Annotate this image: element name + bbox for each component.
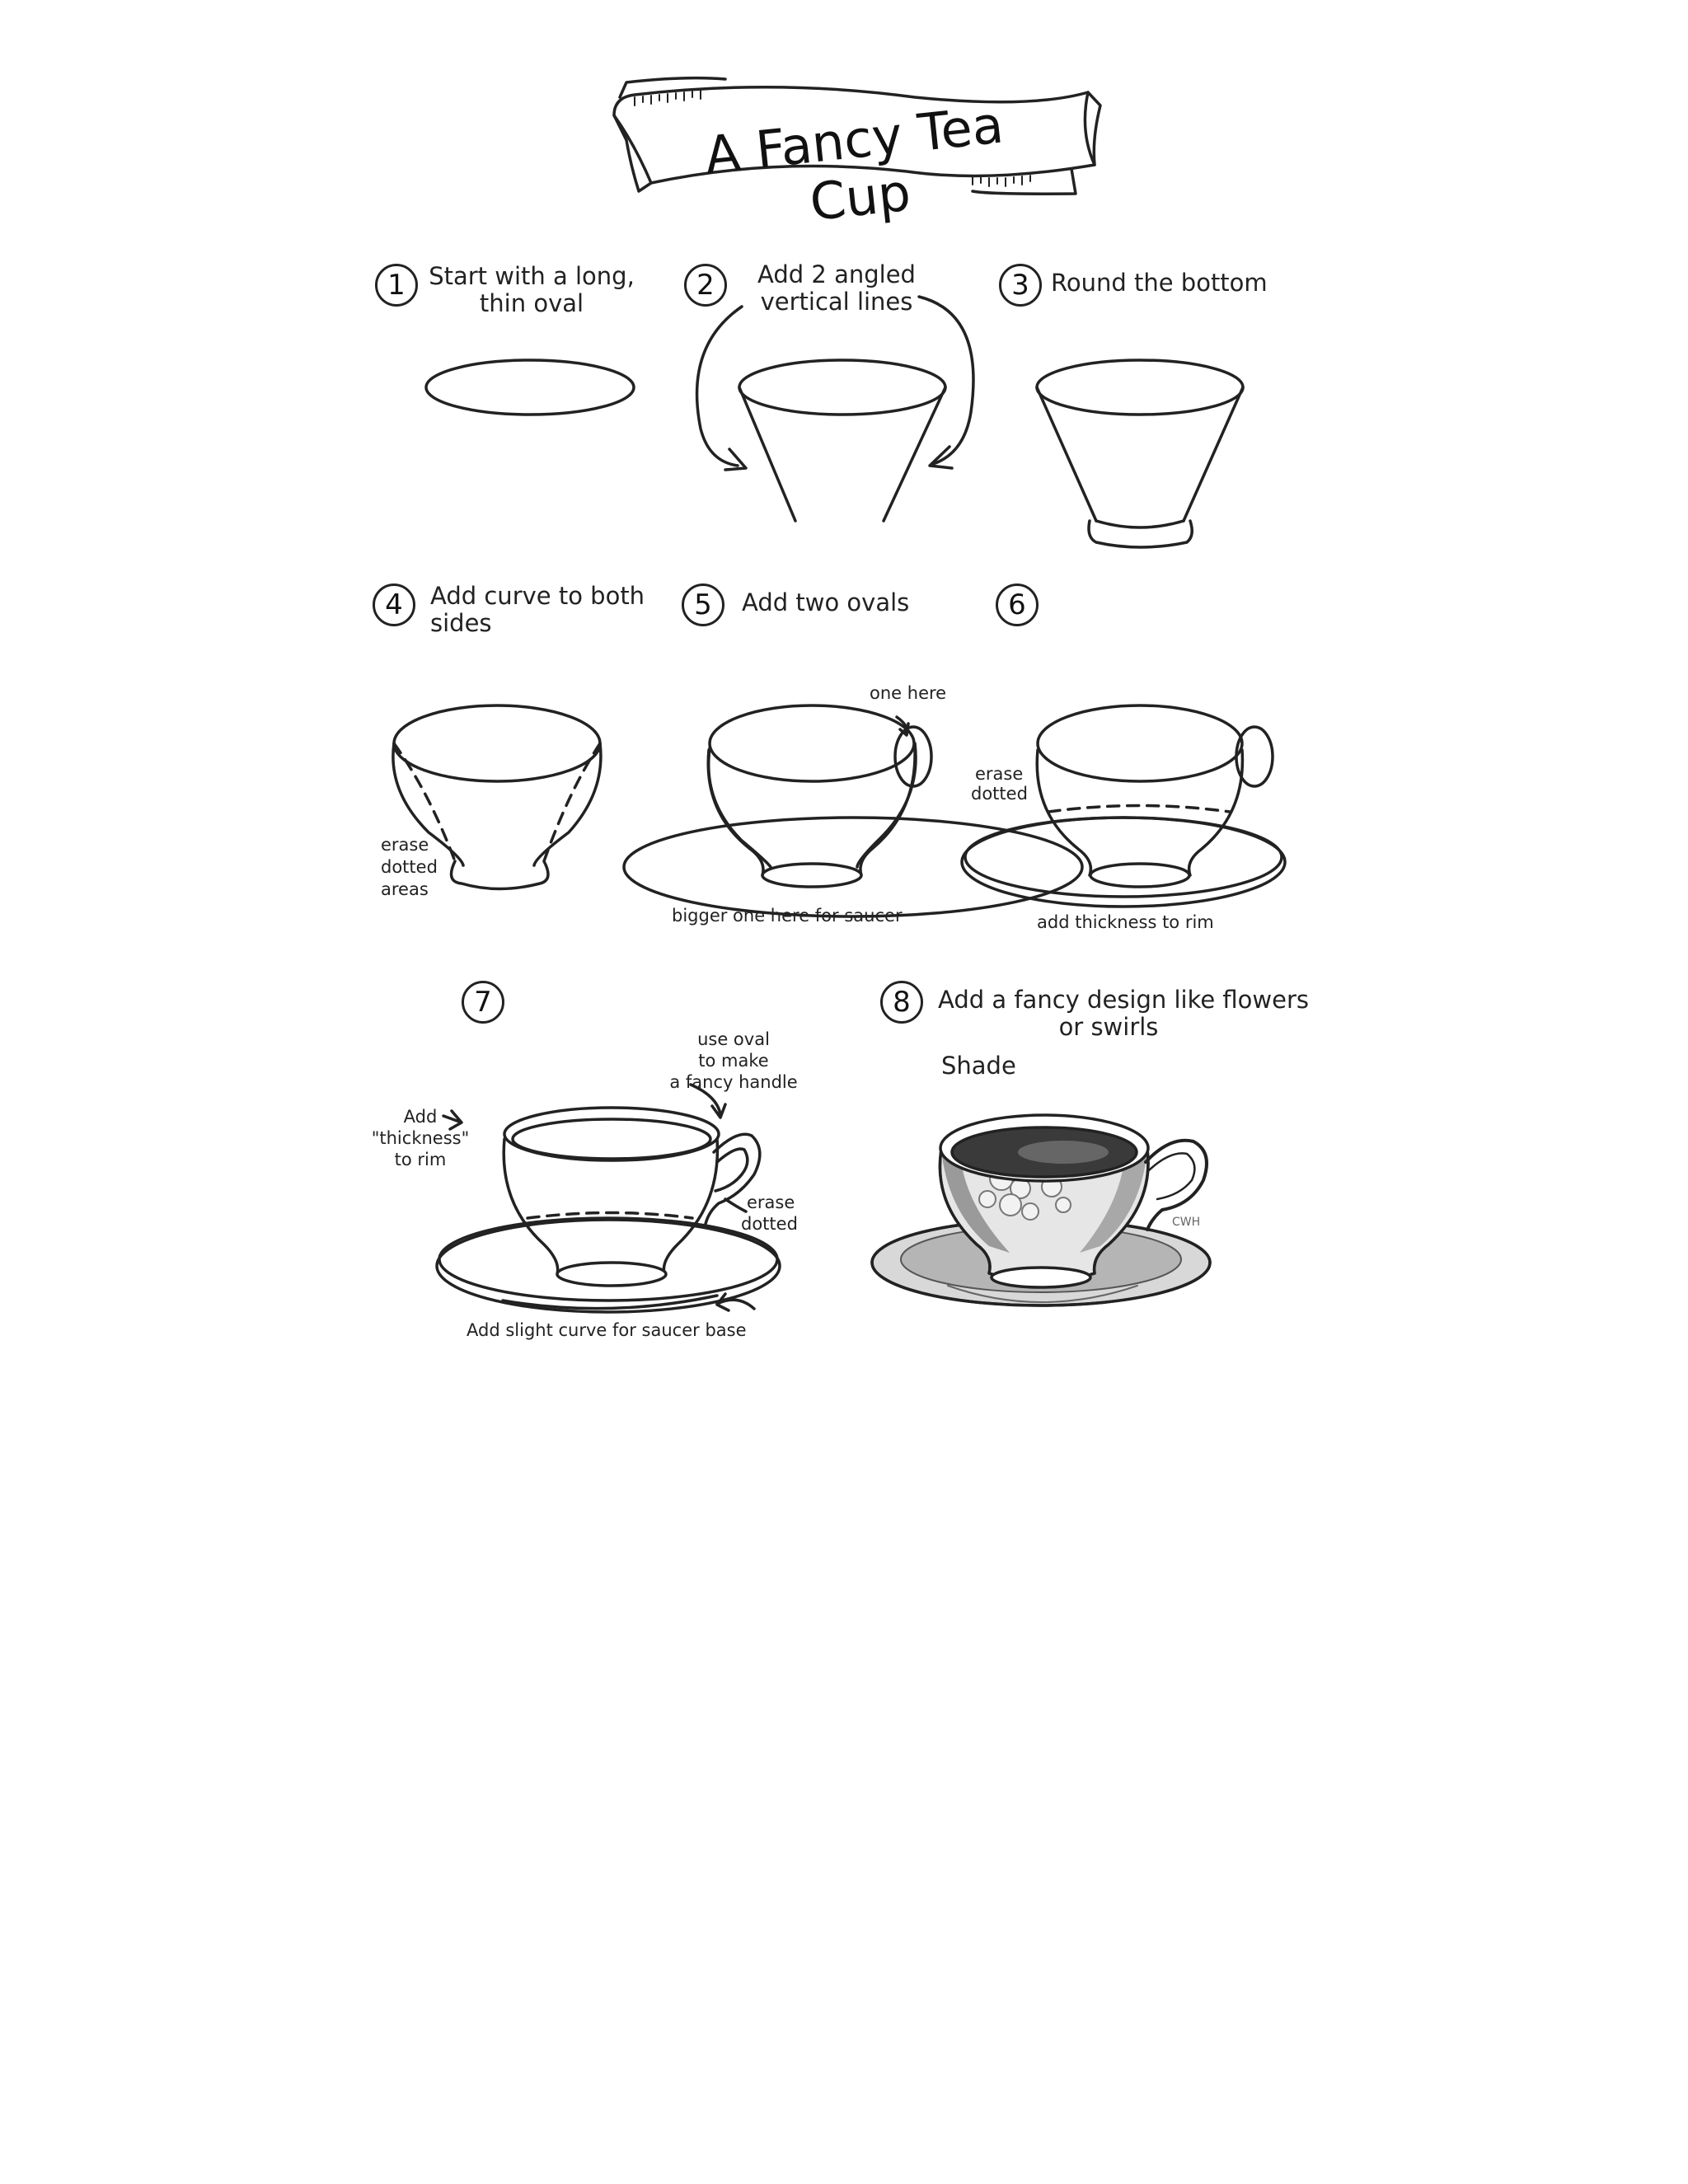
step-7-number: 7 <box>462 981 504 1024</box>
step1-oval <box>426 360 634 415</box>
step-2-text-line2: vertical lines <box>760 288 913 316</box>
step-3-text: Round the bottom <box>1051 269 1268 297</box>
note-add-thickness-2: "thickness" <box>371 1128 470 1148</box>
step-1-number: 1 <box>375 264 418 307</box>
step-5-number: 5 <box>682 583 724 626</box>
step-1-text-line2: thin oval <box>479 289 584 317</box>
note-dotted-7: dotted <box>741 1214 798 1234</box>
note-add-thickness-3: to rim <box>394 1150 447 1169</box>
step2-drawing <box>697 297 973 521</box>
step3-drawing <box>1037 360 1243 547</box>
note-saucer-base: Add slight curve for saucer base <box>467 1320 747 1340</box>
step-1-text-line1: Start with a long, <box>429 262 635 290</box>
step8-drawing <box>872 1115 1210 1305</box>
note-erase-1: erase <box>381 835 429 855</box>
step-8-text-line2: or swirls <box>1058 1013 1159 1041</box>
note-erase-6: erase <box>975 764 1024 784</box>
note-add-thickness: add thickness to rim <box>1037 912 1214 932</box>
step-8-text-line1: Add a fancy design like flowers <box>938 986 1309 1014</box>
step-5-text: Add two ovals <box>742 588 910 616</box>
shade-label: Shade <box>941 1052 1016 1080</box>
note-erase-7: erase <box>747 1193 795 1212</box>
note-use-oval-2: to make <box>698 1051 769 1071</box>
note-use-oval-1: use oval <box>697 1029 770 1049</box>
page-title: A Fancy Tea Cup <box>701 94 1006 232</box>
note-bigger-one: bigger one here for saucer <box>672 906 903 926</box>
step-2-number: 2 <box>684 264 727 307</box>
step7-drawing <box>437 1085 780 1312</box>
note-one-here: one here <box>870 683 947 703</box>
note-dotted-6: dotted <box>971 784 1028 804</box>
step-4-text-line1: Add curve to both <box>430 582 645 610</box>
step-8-number: 8 <box>880 981 923 1024</box>
note-add-thickness-1: Add <box>403 1107 438 1127</box>
step6-drawing <box>962 705 1285 907</box>
note-use-oval-3: a fancy handle <box>669 1072 798 1092</box>
artist-signature: CWH <box>1172 1216 1201 1229</box>
note-dotted-1: dotted <box>381 857 438 877</box>
step-6-number: 6 <box>996 583 1039 626</box>
step-2-text-line1: Add 2 angled <box>757 260 916 288</box>
step-4-text-line2: sides <box>430 609 492 637</box>
step-3-number: 3 <box>999 264 1042 307</box>
step-4-number: 4 <box>373 583 415 626</box>
note-areas-1: areas <box>381 879 429 899</box>
